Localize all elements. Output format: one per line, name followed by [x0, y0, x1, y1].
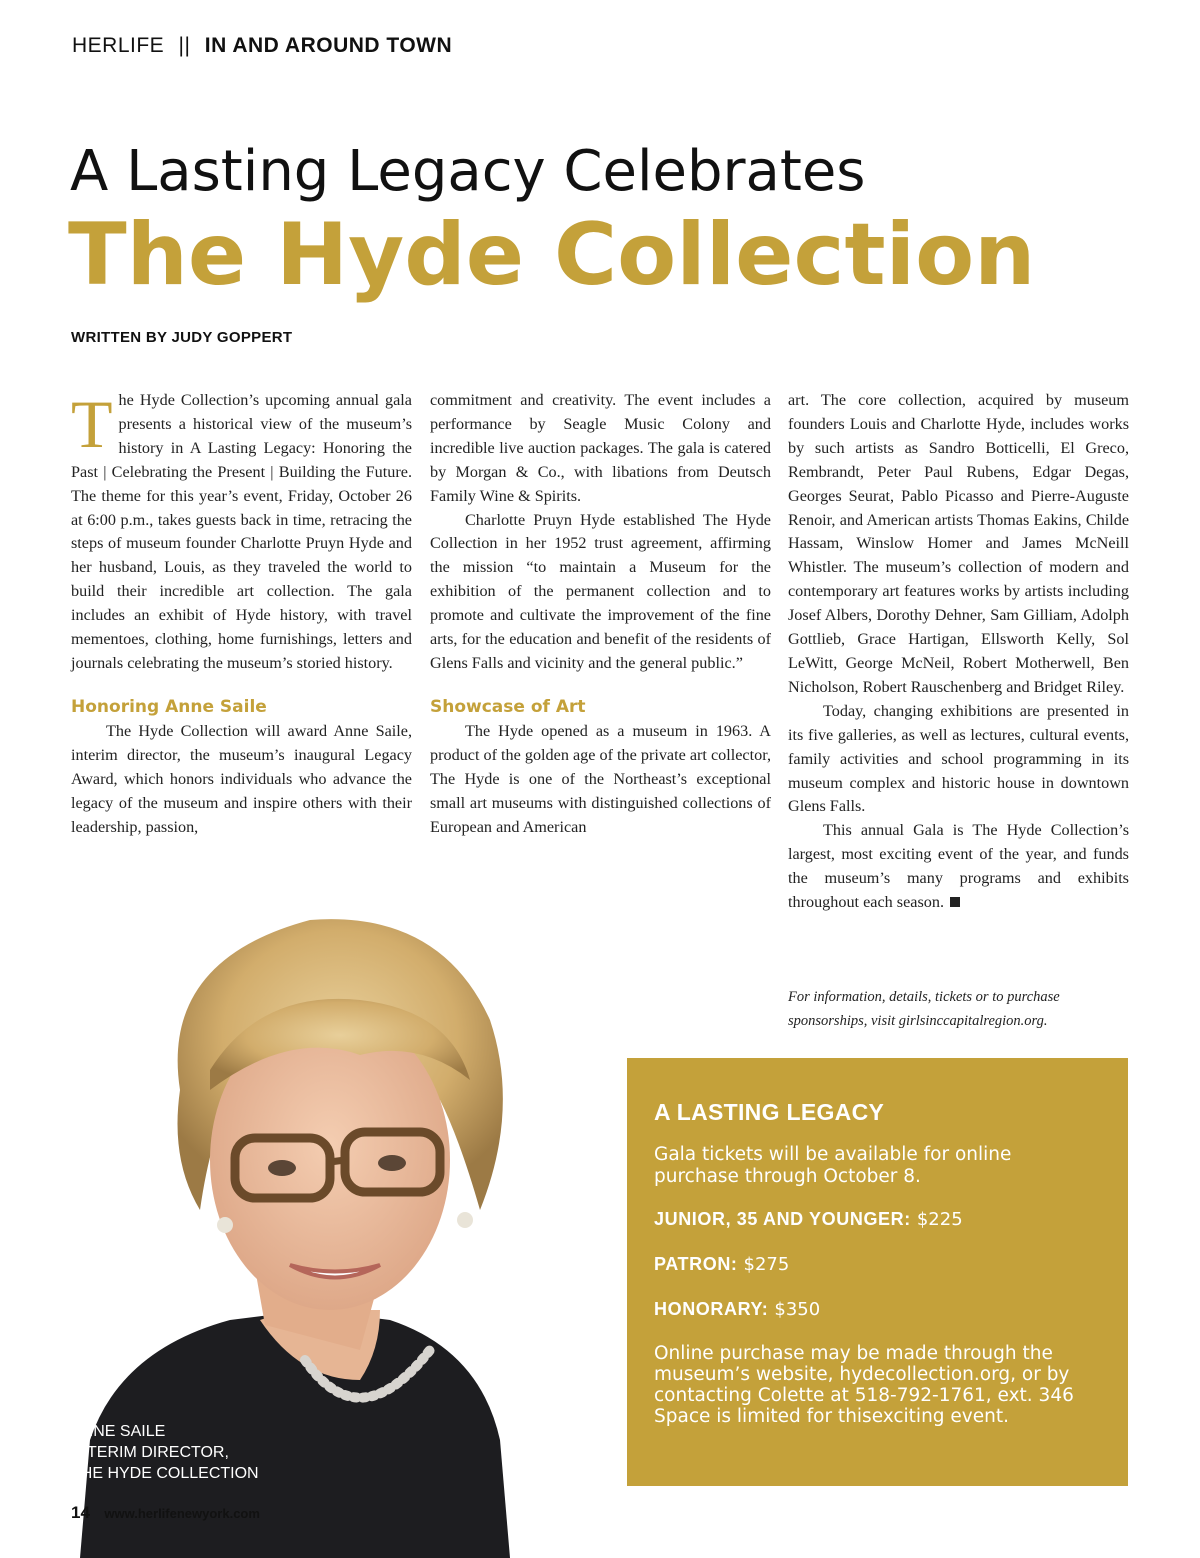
page-footer: [71, 1503, 260, 1523]
article-column-3: [788, 389, 1129, 915]
paragraph-award: The Hyde Collection will award Anne Saile, interim director, the museum’s inaugural Legacy Award, which honors individuals who advance the legacy of the museum and inspire others with their leadership, passion,: [71, 721, 412, 836]
section-kicker: [72, 34, 452, 58]
page-number: 14: [71, 1503, 90, 1522]
price-junior-value: $225: [916, 1209, 963, 1230]
sidebar-intro: Gala tickets will be available for online purchase through October 8.: [654, 1144, 1012, 1187]
paragraph-gala-text: This annual Gala is The Hyde Collection’s largest, most exciting event of the year, and funds the museum’s many programs and exhibits throughout each season.: [788, 821, 1129, 912]
paragraph-showcase-continued: art. The core collection, acquired by museum founders Louis and Charlotte Hyde, includes works by such artists as Sandro Botticelli, El Greco, Rembrandt, Peter Paul Rubens, Edgar Degas, Georges Seurat, Pablo Picasso and Pierre-Auguste Renoir, and American artists Thomas Eakins, Childe Hassam, Winslow Homer and James McNeill Whistler. The museum’s collection of modern and contemporary art features works by artists including Josef Albers, Dorothy Dehner, Sam Gilliam, Adolph Gottlieb, Grace Hartigan, Ellsworth Kelly, Sol LeWitt, George McNeil, Robert Motherwell, Ben Nicholson, Robert Rauschenberg and Bridget Riley.: [788, 391, 1129, 696]
sidebar-note: Online purchase may be made through the museum’s website, hydecollection.org, or by contacting Colette at 518-792-1761, ext. 346 Space is limited for thisexciting event.: [654, 1343, 1074, 1427]
headline-line1: A Lasting Legacy Celebrates: [70, 139, 866, 204]
drop-cap: T: [71, 386, 113, 462]
byline: WRITTEN BY JUDY GOPPERT: [71, 329, 293, 346]
article-column-1: [71, 386, 412, 839]
magazine-name: HERLIFE: [72, 34, 165, 57]
photo-caption: [71, 1421, 259, 1484]
sidebar-title: A LASTING LEGACY: [654, 1099, 885, 1125]
footer-url[interactable]: www.herlifenewyork.com: [104, 1506, 260, 1521]
paragraph-showcase: The Hyde opened as a museum in 1963. A product of the golden age of the private art collector, The Hyde is one of the Northeast’s exceptional small art museums with distinguished collections of European and American: [430, 721, 771, 836]
end-mark-icon: [950, 897, 960, 907]
headline-line2: The Hyde Collection: [68, 205, 1036, 305]
section-name: IN AND AROUND TOWN: [204, 34, 453, 57]
paragraph-award-continued: commitment and creativity. The event includes a performance by Seagle Music Colony and incredible live auction packages. The gala is catered by Morgan & Co., with libations from Deutsch Family Wine & Spirits.: [430, 391, 771, 505]
subhead-showcase-of-art: Showcase of Art: [430, 696, 586, 717]
intro-paragraph: [71, 386, 412, 676]
kicker-separator: ||: [178, 34, 191, 57]
caption-name: ANNE SAILE: [71, 1423, 166, 1440]
price-junior: [654, 1208, 1102, 1231]
caption-organization: THE HYDE COLLECTION: [71, 1465, 259, 1482]
paragraph-gala: [788, 819, 1129, 915]
subhead-honoring-anne-saile: Honoring Anne Saile: [71, 696, 267, 717]
article-column-2: [430, 389, 771, 839]
price-junior-label: JUNIOR, 35 AND YOUNGER:: [654, 1209, 911, 1229]
caption-title: INTERIM DIRECTOR,: [71, 1444, 229, 1461]
price-honorary-label: HONORARY:: [654, 1299, 769, 1319]
price-honorary-value: $350: [774, 1299, 821, 1320]
price-patron-value: $275: [743, 1254, 790, 1275]
ticket-sidebar: [627, 1058, 1128, 1486]
price-patron-label: PATRON:: [654, 1254, 738, 1274]
info-note: For information, details, tickets or to purchase sponsorships, visit girlsinccapitalregion.org.: [788, 989, 1060, 1029]
paragraph-exhibitions: Today, changing exhibitions are presented in its five galleries, as well as lectures, cultural events, family activities and school programming in its museum complex and historic house in downtown Glens Falls.: [788, 701, 1129, 816]
intro-text: he Hyde Collection’s upcoming annual gala presents a historical view of the museum’s history in A Lasting Legacy: Honoring the Past | Celebrating the Present | Building the Future. The theme for this year’s event, Friday, October 26 at 6:00 p.m., takes guests back in time, retracing the steps of museum founder Charlotte Pruyn Hyde and her husband, Louis, as they traveled the world to build their incredible art collection. The gala includes an exhibit of Hyde history, with travel mementoes, clothing, home furnishings, letters and journals celebrating the museum’s storied history.: [71, 391, 412, 672]
paragraph-founder: Charlotte Pruyn Hyde established The Hyde Collection in her 1952 trust agreement, affirming the mission “to maintain a Museum for the exhibition of the permanent collection and to promote and cultivate the improvement of the fine arts, for the education and benefit of the residents of Glens Falls and vicinity and the general public.”: [430, 510, 771, 672]
price-honorary: [654, 1298, 1102, 1321]
price-patron: [654, 1253, 1102, 1276]
